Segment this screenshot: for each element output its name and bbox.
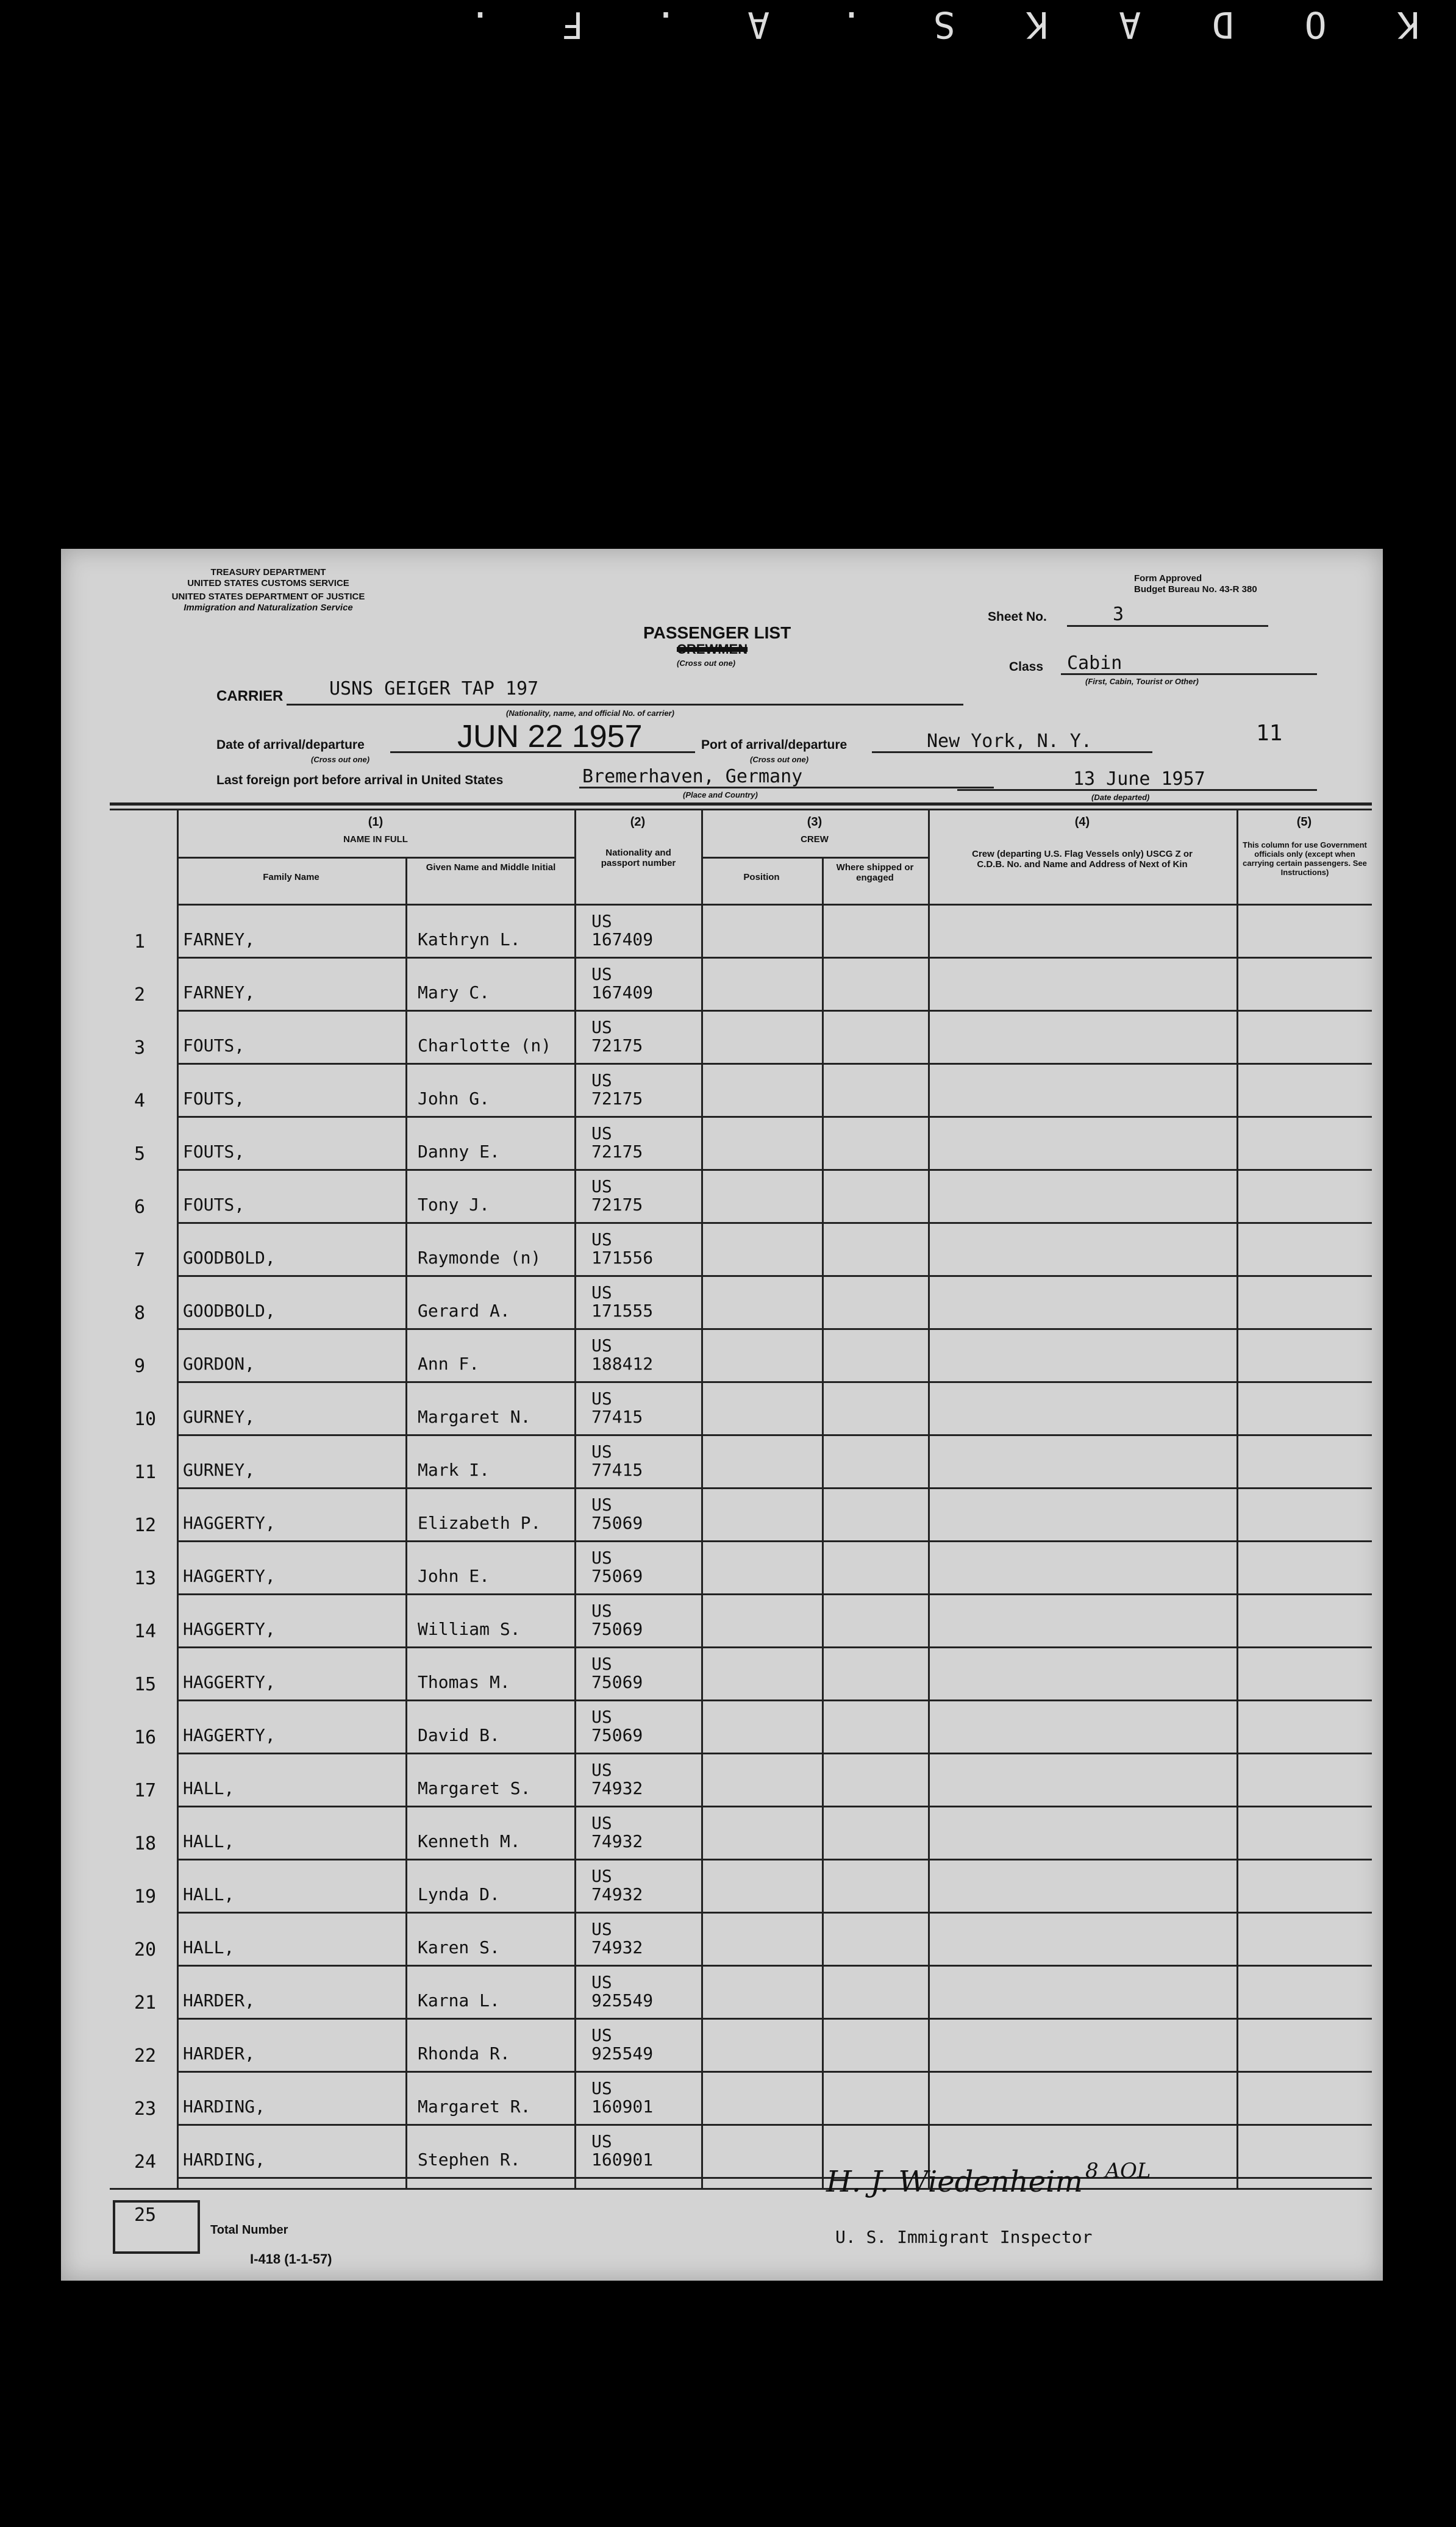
approval-line-1: Form Approved — [1134, 573, 1202, 584]
sheet-label: Sheet No. — [988, 610, 1047, 624]
given-name: Karna L. — [418, 1990, 500, 2011]
row-number: 20 — [134, 1939, 157, 1960]
col-line-position-shipped — [822, 857, 824, 2188]
given-name: Rhonda R. — [418, 2043, 510, 2064]
nationality: US — [591, 1972, 612, 1992]
given-name: Mark I. — [418, 1460, 490, 1480]
table-row-rule — [177, 1700, 1372, 1701]
given-name: Thomas M. — [418, 1672, 510, 1692]
nationality: US — [591, 2025, 612, 2045]
date-stamp: JUN 22 1957 — [457, 719, 643, 754]
passport-number: 74932 — [591, 1778, 643, 1798]
row-number: 19 — [134, 1886, 157, 1907]
inspector-signature: H. J. Wiedenheim — [826, 2165, 1083, 2199]
nationality: US — [591, 1548, 612, 1568]
passenger-list-form — [61, 549, 1383, 2281]
row-number: 9 — [134, 1356, 146, 1377]
col3-sub-rule — [701, 857, 928, 859]
row-number: 23 — [134, 2098, 157, 2120]
given-name: Mary C. — [418, 982, 490, 1003]
nationality: US — [591, 2131, 612, 2151]
last-port-value: Bremerhaven, Germany — [582, 766, 803, 787]
family-name: HALL, — [183, 1778, 235, 1798]
given-name: Stephen R. — [418, 2150, 521, 2170]
row-number: 3 — [134, 1037, 146, 1059]
col-line-nat-crew — [701, 809, 703, 2188]
given-name: John G. — [418, 1088, 490, 1109]
nationality: US — [591, 1813, 612, 1833]
form-number: I-418 (1-1-57) — [250, 2251, 332, 2267]
nationality: US — [591, 911, 612, 931]
table-row-rule — [177, 1540, 1372, 1542]
family-name: GURNEY, — [183, 1407, 255, 1427]
given-name: Elizabeth P. — [418, 1513, 541, 1533]
nationality: US — [591, 1389, 612, 1409]
nationality: US — [591, 1495, 612, 1515]
nationality: US — [591, 1229, 612, 1249]
col3-number: (3) — [807, 815, 823, 829]
table-row-rule — [177, 1063, 1372, 1065]
table-row-rule — [177, 1275, 1372, 1277]
page-number: 11 — [1256, 721, 1283, 746]
table-row-rule — [177, 1646, 1372, 1648]
col2-number: (2) — [630, 815, 646, 829]
passport-number: 72175 — [591, 1035, 643, 1056]
col-line-crew-kin — [928, 809, 930, 2188]
class-label: Class — [1009, 660, 1044, 674]
table-row-rule — [177, 1912, 1372, 1914]
family-name: FOUTS, — [183, 1142, 245, 1162]
date-note: (Cross out one) — [311, 755, 370, 764]
passport-number: 160901 — [591, 2096, 654, 2117]
port-value: New York, N. Y. — [927, 731, 1092, 752]
title-cross-note: (Cross out one) — [677, 659, 736, 668]
given-name: William S. — [418, 1619, 521, 1639]
passport-number: 925549 — [591, 1990, 654, 2011]
carrier-note: (Nationality, name, and official No. of carrier) — [506, 709, 674, 718]
carrier-value: USNS GEIGER TAP 197 — [329, 678, 539, 699]
table-row-rule — [177, 1965, 1372, 1967]
given-name: Gerard A. — [418, 1301, 510, 1321]
col4-title: Crew (departing U.S. Flag Vessels only) USCG Z or C.D.B. No. and Name and Address of Next of Kin — [972, 849, 1193, 870]
row-number: 7 — [134, 1249, 146, 1271]
row-number: 12 — [134, 1515, 157, 1536]
passport-number: 72175 — [591, 1088, 643, 1109]
passport-number: 167409 — [591, 982, 654, 1003]
given-name: Margaret R. — [418, 2096, 531, 2117]
family-name: FOUTS, — [183, 1035, 245, 1056]
nationality: US — [591, 1866, 612, 1886]
passport-number: 74932 — [591, 1937, 643, 1957]
agency-line-1: TREASURY DEPARTMENT — [210, 567, 326, 577]
given-name: Danny E. — [418, 1142, 500, 1162]
table-row-rule — [177, 957, 1372, 959]
col-line-left — [177, 809, 179, 2188]
family-name: GOODBOLD, — [183, 1248, 276, 1268]
table-row-rule — [177, 1434, 1372, 1436]
table-row-rule — [177, 2177, 1372, 2179]
family-name: HARDER, — [183, 1990, 255, 2011]
family-name: FARNEY, — [183, 982, 255, 1003]
passport-number: 75069 — [591, 1513, 643, 1533]
table-row-rule — [177, 2018, 1372, 2020]
family-name: HAGGERTY, — [183, 1725, 276, 1745]
agency-line-3: UNITED STATES DEPARTMENT OF JUSTICE — [171, 592, 365, 602]
col3b-title: Where shipped or engaged — [836, 862, 914, 883]
agency-line-2: UNITED STATES CUSTOMS SERVICE — [187, 578, 349, 588]
row-number: 25 — [134, 2204, 157, 2226]
table-top-rule-2 — [110, 809, 1372, 810]
nationality: US — [591, 1707, 612, 1727]
table-row-rule — [177, 2124, 1372, 2126]
table-row-rule — [177, 1328, 1372, 1330]
row-number: 6 — [134, 1196, 146, 1218]
table-row-rule — [177, 1806, 1372, 1807]
col1b-title: Given Name and Middle Initial — [426, 862, 556, 873]
row-number: 14 — [134, 1621, 157, 1642]
nationality: US — [591, 1070, 612, 1090]
table-row-rule — [177, 904, 1372, 906]
last-port-note: (Place and Country) — [683, 790, 758, 799]
departed-note: (Date departed) — [1091, 793, 1150, 802]
col1a-title: Family Name — [263, 872, 319, 882]
col1-sub-rule — [177, 857, 574, 859]
nationality: US — [591, 1760, 612, 1780]
family-name: FARNEY, — [183, 929, 255, 949]
table-bottom-rule — [110, 2188, 1372, 2190]
inspector-title: U. S. Immigrant Inspector — [835, 2227, 1093, 2247]
given-name: Raymonde (n) — [418, 1248, 541, 1268]
row-number: 11 — [134, 1462, 157, 1483]
signature-note: 8 AOL — [1085, 2159, 1151, 2183]
row-number: 22 — [134, 2045, 157, 2067]
passport-number: 171555 — [591, 1301, 654, 1321]
nationality: US — [591, 1123, 612, 1143]
given-name: Tony J. — [418, 1195, 490, 1215]
family-name: HARDING, — [183, 2150, 265, 2170]
row-number: 2 — [134, 984, 146, 1006]
departed-value: 13 June 1957 — [1073, 768, 1205, 790]
col-line-name-nat — [574, 809, 576, 2188]
passport-number: 77415 — [591, 1407, 643, 1427]
passport-number: 75069 — [591, 1566, 643, 1586]
table-row-rule — [177, 1487, 1372, 1489]
nationality: US — [591, 1017, 612, 1037]
passenger-table — [61, 549, 1383, 2281]
given-name: John E. — [418, 1566, 490, 1586]
nationality: US — [591, 1654, 612, 1674]
row-number: 4 — [134, 1090, 146, 1112]
table-row-rule — [177, 1593, 1372, 1595]
nationality: US — [591, 1335, 612, 1356]
passport-number: 74932 — [591, 1884, 643, 1904]
given-name: Margaret S. — [418, 1778, 531, 1798]
table-row-rule — [177, 1116, 1372, 1118]
page-title: PASSENGER LIST — [643, 623, 791, 642]
row-number: 10 — [134, 1409, 157, 1430]
nationality: US — [591, 1442, 612, 1462]
nationality: US — [591, 1919, 612, 1939]
row-number: 17 — [134, 1780, 157, 1801]
nationality: US — [591, 1176, 612, 1196]
family-name: GOODBOLD, — [183, 1301, 276, 1321]
col-line-kin-gov — [1237, 809, 1238, 2188]
family-name: GORDON, — [183, 1354, 255, 1374]
total-number-box — [113, 2200, 200, 2254]
class-note: (First, Cabin, Tourist or Other) — [1085, 677, 1199, 686]
family-name: HAGGERTY, — [183, 1566, 276, 1586]
col5-title: This column for use Government officials only (except when carrying certain passengers. See Instructions) — [1243, 840, 1367, 877]
given-name: Margaret N. — [418, 1407, 531, 1427]
col1-title: NAME IN FULL — [343, 834, 408, 845]
date-label: Date of arrival/departure — [216, 738, 365, 752]
agency-line-4: Immigration and Naturalization Service — [184, 602, 353, 613]
row-number: 16 — [134, 1727, 157, 1748]
passport-number: 75069 — [591, 1725, 643, 1745]
given-name: Ann F. — [418, 1354, 480, 1374]
family-name: HALL, — [183, 1884, 235, 1904]
passport-number: 74932 — [591, 1831, 643, 1851]
passport-number: 77415 — [591, 1460, 643, 1480]
passport-number: 167409 — [591, 929, 654, 949]
table-row-rule — [177, 1222, 1372, 1224]
given-name: Karen S. — [418, 1937, 500, 1957]
nationality: US — [591, 1601, 612, 1621]
row-number: 13 — [134, 1568, 157, 1589]
family-name: HALL, — [183, 1831, 235, 1851]
port-label: Port of arrival/departure — [701, 738, 848, 752]
row-number: 21 — [134, 1992, 157, 2014]
given-name: Kathryn L. — [418, 929, 521, 949]
row-number: 1 — [134, 931, 146, 953]
row-number: 15 — [134, 1674, 157, 1695]
col-line-family-given — [405, 857, 407, 2188]
family-name: GURNEY, — [183, 1460, 255, 1480]
passport-number: 160901 — [591, 2150, 654, 2170]
passport-number: 72175 — [591, 1142, 643, 1162]
approval-line-2: Budget Bureau No. 43-R 380 — [1134, 584, 1257, 595]
nationality: US — [591, 964, 612, 984]
given-name: Lynda D. — [418, 1884, 500, 1904]
table-row-rule — [177, 1010, 1372, 1012]
last-port-label: Last foreign port before arrival in United States — [216, 773, 504, 787]
family-name: HAGGERTY, — [183, 1619, 276, 1639]
row-number: 8 — [134, 1303, 146, 1324]
row-number: 24 — [134, 2151, 157, 2173]
row-number: 18 — [134, 1833, 157, 1854]
sheet-value: 3 — [1113, 604, 1124, 625]
family-name: HARDING, — [183, 2096, 265, 2117]
total-number-label: Total Number — [210, 2223, 288, 2237]
col1-number: (1) — [368, 815, 384, 829]
col4-number: (4) — [1074, 815, 1090, 829]
film-edge-marking: K O D A K S . A . F . — [444, 3, 1419, 46]
passport-number: 925549 — [591, 2043, 654, 2064]
col3-title: CREW — [801, 834, 829, 845]
table-row-rule — [177, 2071, 1372, 2073]
passport-number: 75069 — [591, 1672, 643, 1692]
carrier-label: CARRIER — [216, 688, 284, 704]
family-name: HAGGERTY, — [183, 1672, 276, 1692]
col5-number: (5) — [1296, 815, 1312, 829]
given-name: David B. — [418, 1725, 500, 1745]
nationality: US — [591, 1282, 612, 1303]
crewmen-struck: CREWMEN — [677, 642, 748, 657]
nationality: US — [591, 2078, 612, 2098]
passport-number: 72175 — [591, 1195, 643, 1215]
col2-title: Nationality and passport number — [601, 848, 676, 868]
port-note: (Cross out one) — [750, 755, 809, 764]
family-name: FOUTS, — [183, 1195, 245, 1215]
table-row-rule — [177, 1381, 1372, 1383]
col3a-title: Position — [743, 872, 780, 882]
class-value: Cabin — [1067, 652, 1122, 674]
family-name: HAGGERTY, — [183, 1513, 276, 1533]
table-row-rule — [177, 1169, 1372, 1171]
family-name: HALL, — [183, 1937, 235, 1957]
family-name: HARDER, — [183, 2043, 255, 2064]
passport-number: 188412 — [591, 1354, 654, 1374]
table-row-rule — [177, 1753, 1372, 1754]
passport-number: 171556 — [591, 1248, 654, 1268]
table-top-rule — [110, 802, 1372, 806]
given-name: Kenneth M. — [418, 1831, 521, 1851]
table-row-rule — [177, 1859, 1372, 1860]
row-number: 5 — [134, 1143, 146, 1165]
family-name: FOUTS, — [183, 1088, 245, 1109]
given-name: Charlotte (n) — [418, 1035, 552, 1056]
passport-number: 75069 — [591, 1619, 643, 1639]
